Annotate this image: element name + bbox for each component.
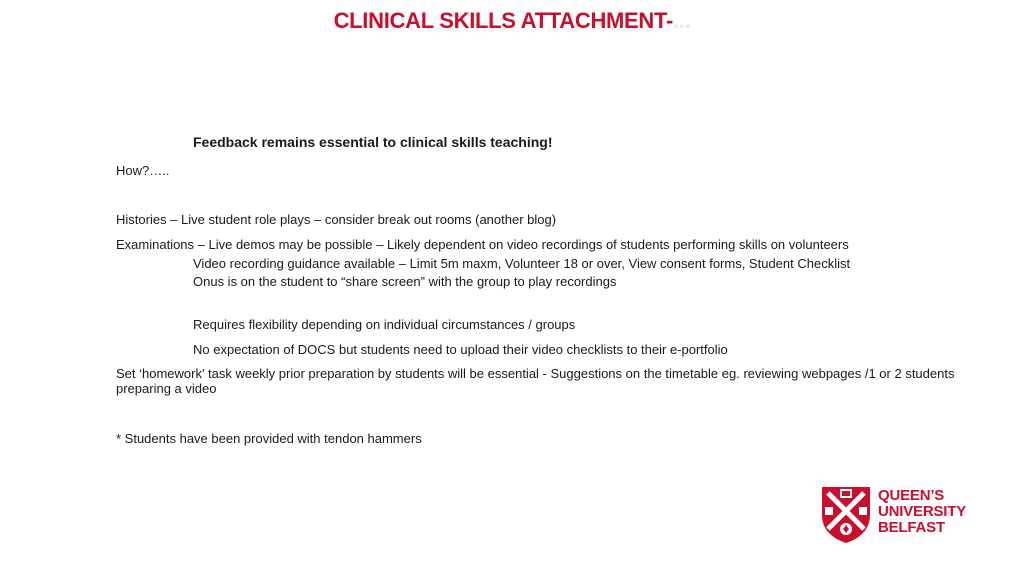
- university-name-line1: QUEEN’S: [878, 487, 945, 504]
- university-name-line3: BELFAST: [878, 519, 945, 536]
- video-guidance-text: Video recording guidance available – Limit 5m maxm, Volunteer 18 or over, View consent forms, Student Checklist: [193, 256, 851, 271]
- tendon-hammers-note: * Students have been provided with tendon hammers: [116, 431, 422, 446]
- university-crest-icon: [820, 485, 872, 545]
- university-name: [878, 488, 966, 536]
- examinations-text: Examinations – Live demos may be possible – Likely dependent on video recordings of students performing skills on volunteers: [116, 237, 849, 252]
- university-logo: [820, 485, 980, 547]
- slide-title-ghost: ...: [672, 8, 691, 33]
- how-label: How?…..: [116, 163, 170, 178]
- docs-text: No expectation of DOCS but students need to upload their video checklists to their e-portfolio: [193, 342, 728, 357]
- flexibility-text: Requires flexibility depending on individual circumstances / groups: [193, 317, 576, 332]
- feedback-heading: Feedback remains essential to clinical skills teaching!: [193, 134, 553, 150]
- university-name-line2: UNIVERSITY: [878, 503, 967, 520]
- onus-text: Onus is on the student to “share screen” with the group to play recordings: [193, 274, 617, 289]
- homework-text: Set ‘homework’ task weekly prior preparation by students will be essential - Suggestions on the timetable eg. reviewing webpages /1 or 2 students preparing a video: [116, 366, 955, 396]
- slide-title: [0, 8, 1024, 34]
- histories-text: Histories – Live student role plays – consider break out rooms (another blog): [116, 212, 557, 227]
- slide-title-text: CLINICAL SKILLS ATTACHMENT-: [333, 8, 673, 33]
